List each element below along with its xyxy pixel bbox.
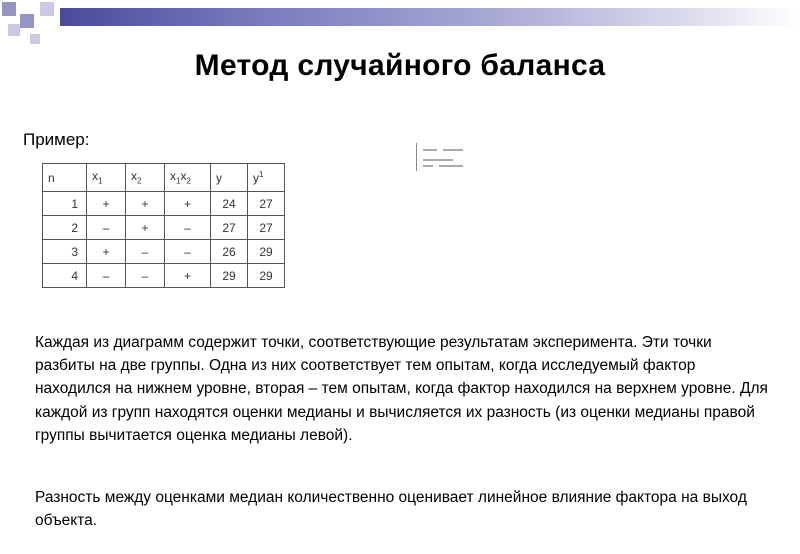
header-gradient-bar bbox=[60, 8, 800, 26]
data-table bbox=[42, 163, 285, 288]
decor-square bbox=[40, 2, 54, 16]
table-row: 4 – – + 29 29 bbox=[43, 264, 285, 288]
formula-image bbox=[416, 143, 471, 171]
example-label: Пример: bbox=[23, 130, 90, 149]
table-header-cell: $x_1$ bbox=[87, 164, 126, 192]
decor-square bbox=[20, 14, 34, 28]
conclusion-paragraph: Разность между оценками медиан количественно оценивает линейное влияние фактора на выход объекта. bbox=[35, 489, 747, 530]
decor-square bbox=[8, 24, 20, 36]
table-header-cell: n bbox=[43, 164, 87, 192]
table-row: 3 + – – 26 29 bbox=[43, 240, 285, 264]
decor-square bbox=[2, 2, 16, 16]
table-header-cell: $y^1$ bbox=[248, 164, 285, 192]
table-row: 2 – + – 27 27 bbox=[43, 216, 285, 240]
table-header-row bbox=[43, 164, 285, 192]
table-header-cell: $x_1x_2$ bbox=[165, 164, 211, 192]
table-row: 1 + + + 24 27 bbox=[43, 192, 285, 216]
decor-square bbox=[30, 34, 40, 44]
slide-title: Метод случайного баланса bbox=[194, 49, 606, 82]
table-header-cell: y bbox=[211, 164, 248, 192]
description-paragraph: Каждая из диаграмм содержит точки, соответствующие результатам эксперимента. Эти точки разбиты на две группы. Одна из них соответствует тем опытам, когда исследуемый фактор находился на нижнем уровне, вторая – тем опытам, когда фактор находился на верхнем уровне. Для каждой из групп находятся оценки медианы и вычисляется их разность (из оценки медианы правой группы вычитается оценка медианы левой). bbox=[35, 334, 768, 444]
table-header-cell: $x_2$ bbox=[126, 164, 165, 192]
